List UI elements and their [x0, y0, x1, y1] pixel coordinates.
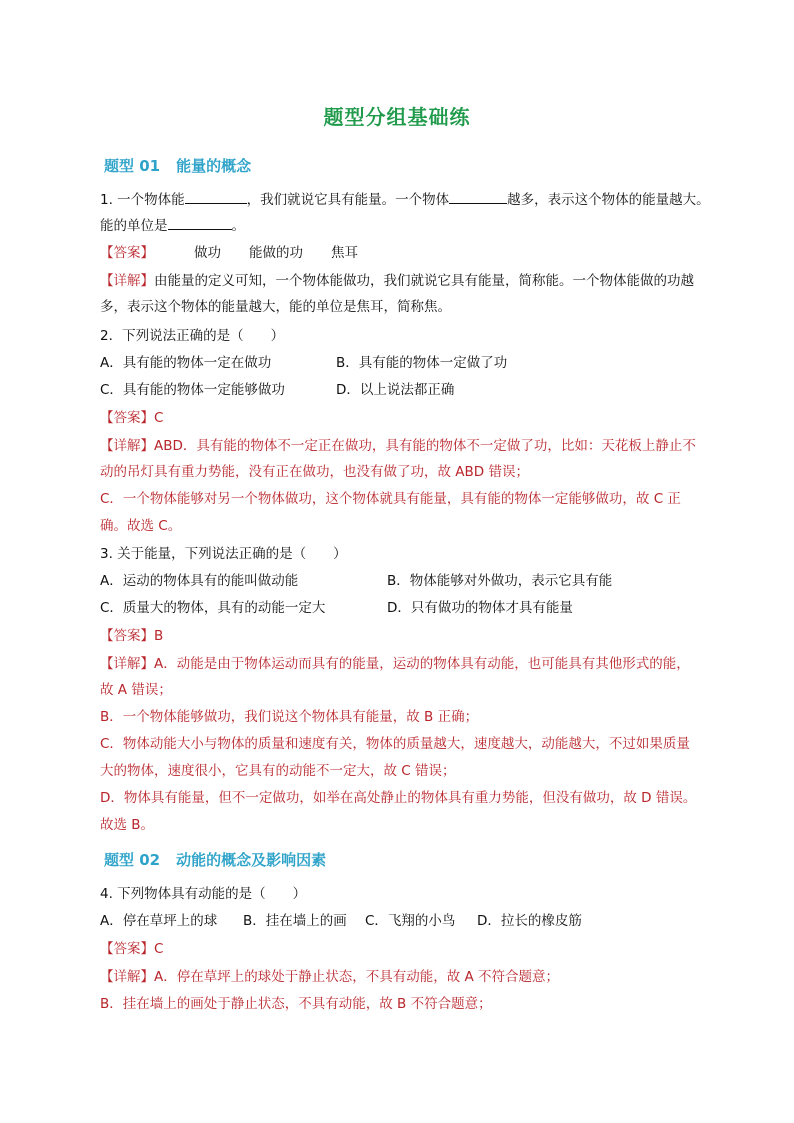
question-3-detail-7: 故选 B。 — [100, 817, 155, 833]
question-3-options-row-2: C．质量大的物体，具有的动能一定大 D．只有做功的物体才具有能量 — [100, 600, 573, 616]
page-title: 题型分组基础练 — [323, 105, 471, 129]
question-1-detail-1: 【详解】由能量的定义可知，一个物体能做功，我们就说它具有能量，简称能。一个物体能做的功越 — [100, 273, 694, 289]
section-number: 题型 02 — [104, 851, 161, 869]
question-2-detail-4: 确。故选 C。 — [100, 518, 182, 534]
question-3-answer: 【答案】B — [100, 628, 164, 644]
question-4-stem: 4. 下列物体具有动能的是（ ） — [100, 886, 307, 902]
question-2-detail-2: 动的吊灯具有重力势能，没有正在做功，也没有做了功，故 ABD 错误； — [100, 464, 529, 480]
answer-tag: 【答案】 — [100, 628, 154, 644]
answer-blank — [168, 215, 232, 230]
question-3-stem: 3. 关于能量，下列说法正确的是（ ） — [100, 546, 347, 562]
question-2-stem: 2．下列说法正确的是（ ） — [100, 328, 285, 344]
question-1-line-1: 1. 一个物体能 ，我们就说它具有能量。一个物体 越多，表示这个物体的能量越大。 — [100, 189, 720, 210]
section-heading-01 — [104, 155, 251, 176]
question-2-options-row-1: A．具有能的物体一定在做功 B．具有能的物体一定做了功 — [100, 355, 508, 371]
question-4-answer: 【答案】C — [100, 941, 164, 957]
question-2-answer: 【答案】C — [100, 410, 164, 426]
answer-blank — [185, 189, 247, 204]
question-3-detail-1: 【详解】A．动能是由于物体运动而具有的能量，运动的物体具有动能，也可能具有其他形式的能， — [100, 656, 690, 672]
question-3-detail-4: C．物体动能大小与物体的质量和速度有关，物体的质量越大，速度越大，动能越大，不过如果质量 — [100, 736, 690, 752]
detail-tag: 【详解】 — [100, 273, 154, 289]
question-4-detail-2: B．挂在墙上的画处于静止状态，不具有动能，故 B 不符合题意； — [100, 996, 492, 1012]
answer-tag: 【答案】 — [100, 245, 154, 261]
answer-tag: 【答案】 — [100, 410, 154, 426]
question-2-detail-3: C．一个物体能够对另一个物体做功，这个物体就具有能量，具有能的物体一定能够做功，故 C 正 — [100, 491, 681, 507]
question-1-detail-2: 多，表示这个物体的能量越大，能的单位是焦耳，简称焦。 — [100, 299, 451, 315]
question-3-detail-2: 故 A 错误； — [100, 682, 172, 698]
question-1-line-2: 能的单位是 。 — [100, 215, 720, 236]
question-3-detail-3: B．一个物体能够做功，我们说这个物体具有能量，故 B 正确； — [100, 709, 479, 725]
question-2-options-row-2: C．具有能的物体一定能够做功 D．以上说法都正确 — [100, 382, 455, 398]
section-name: 动能的概念及影响因素 — [176, 851, 327, 869]
detail-tag: 【详解】 — [100, 656, 154, 672]
answer-tag: 【答案】 — [100, 941, 154, 957]
question-3-detail-6: D．物体具有能量，但不一定做功，如举在高处静止的物体具有重力势能，但没有做功，故 D 错误。 — [100, 790, 697, 806]
question-3-options-row-1: A．运动的物体具有的能叫做动能 B．物体能够对外做功，表示它具有能 — [100, 573, 613, 589]
question-4-options: A．停在草坪上的球 B．挂在墙上的画 C．飞翔的小鸟 D．拉长的橡皮筋 — [100, 913, 582, 929]
answer-blank — [449, 189, 507, 204]
question-2-detail-1: 【详解】ABD．具有能的物体不一定正在做功，具有能的物体不一定做了功，比如：天花板上静止不 — [100, 438, 696, 454]
section-number: 题型 01 — [104, 157, 161, 175]
detail-tag: 【详解】 — [100, 969, 154, 985]
section-name: 能量的概念 — [176, 157, 252, 175]
question-1-answer: 【答案】 做功 能做的功 焦耳 — [100, 245, 358, 261]
question-3-detail-5: 大的物体，速度很小，它具有的动能不一定大，故 C 错误； — [100, 763, 456, 779]
question-4-detail-1: 【详解】A．停在草坪上的球处于静止状态，不具有动能，故 A 不符合题意； — [100, 969, 560, 985]
detail-tag: 【详解】 — [100, 438, 154, 454]
section-heading-02 — [104, 849, 326, 870]
